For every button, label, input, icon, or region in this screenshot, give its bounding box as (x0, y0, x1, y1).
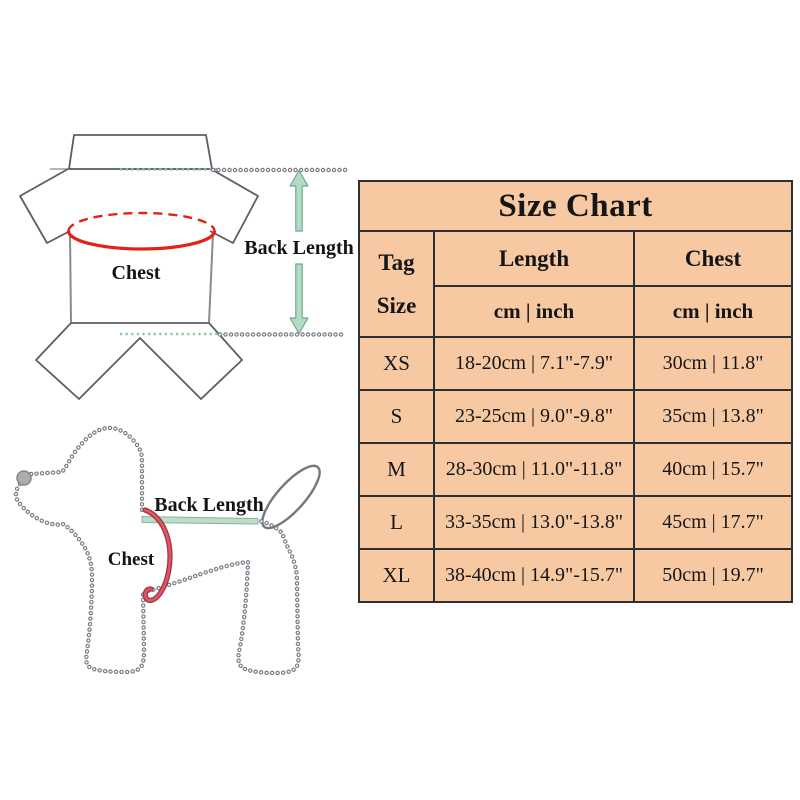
chest-units: cm | inch (672, 299, 754, 323)
tag-size-header-cell (359, 231, 434, 337)
chest-ellipse-solid-bottom (69, 231, 215, 249)
table-row (359, 443, 792, 496)
dog-back-length-label: Back Length (154, 494, 264, 516)
size-chart-title-cell (359, 181, 792, 231)
table-row (359, 549, 792, 602)
size-cell: XL (359, 549, 434, 602)
chest-cell: 30cm | 11.8" (634, 337, 792, 390)
chest-header: Chest (684, 245, 742, 271)
dog-nose (17, 471, 31, 485)
dog-chest-label: Chest (107, 549, 155, 570)
size-chart-table (358, 180, 793, 603)
table-title-row (359, 181, 792, 231)
garment-right-sleeve (210, 169, 258, 243)
tag-label: Tag (378, 250, 415, 275)
length-units: cm | inch (493, 299, 575, 323)
chest-units-cell (634, 286, 792, 337)
length-cell: 38-40cm | 14.9"-15.7" (434, 549, 634, 602)
size-cell: L (359, 496, 434, 549)
size-chart-title: Size Chart (498, 187, 653, 224)
length-cell: 18-20cm | 7.1"-7.9" (434, 337, 634, 390)
table-row (359, 496, 792, 549)
chest-cell: 50cm | 19.7" (634, 549, 792, 602)
garment-left-sleeve (20, 169, 70, 243)
length-cell: 23-25cm | 9.0"-9.8" (434, 390, 634, 443)
chest-cell: 45cm | 17.7" (634, 496, 792, 549)
garment-back-length-label: Back Length (244, 237, 354, 259)
size-cell: XS (359, 337, 434, 390)
length-cell: 28-30cm | 11.0"-11.8" (434, 443, 634, 496)
garment-chest-label: Chest (111, 262, 161, 284)
length-units-cell (434, 286, 634, 337)
garment-diagram (20, 135, 354, 399)
garment-body-right-edge (209, 233, 213, 323)
chest-cell: 40cm | 15.7" (634, 443, 792, 496)
dog-diagram (16, 428, 328, 673)
table-row (359, 337, 792, 390)
back-length-arrow-down (290, 264, 308, 334)
length-header: Length (498, 245, 570, 271)
dog-outline-chain-holes (16, 428, 299, 673)
length-header-cell (434, 231, 634, 286)
table-header-row (359, 231, 792, 286)
back-length-arrow-up (290, 171, 308, 232)
table-row (359, 390, 792, 443)
chest-header-cell (634, 231, 792, 286)
tag-size-gap (360, 274, 433, 294)
size-label: Size (376, 293, 417, 318)
garment-body-left-edge (70, 233, 71, 323)
length-cell: 33-35cm | 13.0"-13.8" (434, 496, 634, 549)
dog-outline-chain (16, 428, 299, 673)
chest-ellipse-dashed-top (69, 213, 215, 231)
chest-cell: 35cm | 13.8" (634, 390, 792, 443)
size-cell: S (359, 390, 434, 443)
garment-collar (69, 135, 212, 169)
size-cell: M (359, 443, 434, 496)
